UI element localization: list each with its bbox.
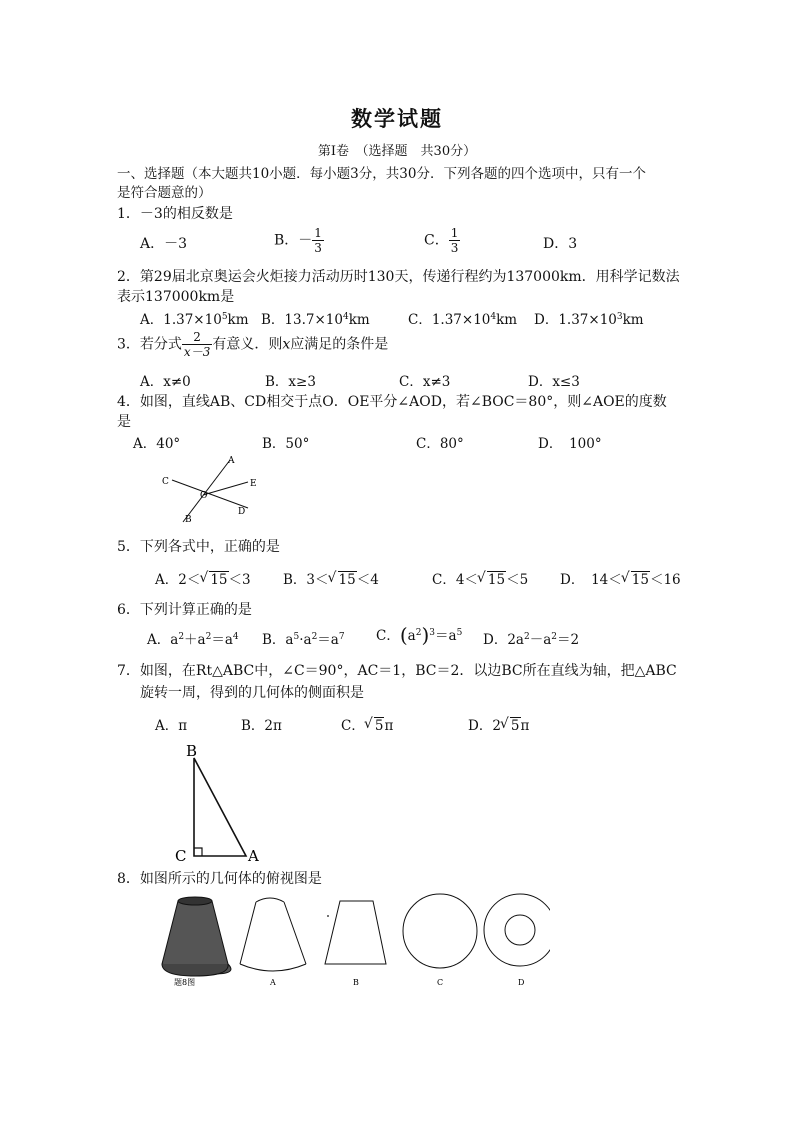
q6-option-d: D．$2a^2-a^2=2$ [483,632,580,648]
q7-option-c: C．√ 5π [341,714,393,734]
q8-label-c: C [437,978,444,987]
q4-label-a: A [228,456,235,466]
q3-option-c: C．x≠3 [399,374,451,390]
q7-label-a: A [248,847,259,864]
q7-label-b: B [186,742,198,760]
q7-figure [172,742,268,864]
q4-line1: 4．如图，直线AB、CD相交于点O．OE平分∠AOD，若∠BOC＝80°，则∠AOE的度数 [117,394,667,410]
q1-stem: 1．－3的相反数是 [117,206,233,222]
q6-option-c: C．$(a^2)^3=a^5$ [376,623,463,647]
q4-label-d: D [238,507,246,517]
q8-label-b: B [353,978,359,987]
q7-option-d: D．2√ 5π [468,714,529,734]
q2-line2: 表示137000km是 [117,289,235,305]
q6-option-b: B．$a^5\cdot a^2=a^7$ [262,632,345,648]
q7-line2: 旋转一周，得到的几何体的侧面积是 [140,685,364,701]
q2-option-a: A．$1.37\times 10^5km$ [140,312,249,328]
section-subtitle: 第Ⅰ卷 （选择题 共30分） [317,144,477,159]
q3-option-b: B．x≥3 [265,374,316,390]
q4-option-a: A．40° [133,436,181,452]
q5-option-c: C．4＜√ 15＜5 [432,568,528,588]
q1-option-c-fraction: $\frac{1}{3}$ [450,226,459,255]
q3-stem: 3．若分式 $\frac{2}{x-3}$ 有意义．则x应满足的条件是 [117,330,389,359]
q2-option-d: D．$1.37\times 10^3km$ [534,312,644,328]
q5-option-b: B．3＜√ 15＜4 [283,568,379,588]
q8-label-d: D [518,978,525,987]
q6-option-a: A．$a^2+a^2=a^4$ [147,632,239,648]
q1-option-b: B．－ $\frac{1}{3}$ [274,226,322,255]
q5-option-a: A．2＜√ 15＜3 [155,568,251,588]
q7-option-a: A．π [155,718,188,734]
q1-option-d: D．3 [543,236,578,252]
q8-caption: 题8图 [174,978,196,987]
q4-label-c: C [162,477,169,487]
q4-label-o: O [200,491,208,501]
q3-fraction: $\frac{2}{x-3}$ [183,330,211,359]
q1-option-b-fraction: $\frac{1}{3}$ [314,226,322,255]
page-title: 数学试题 [351,106,443,131]
q8-figure [150,890,550,990]
q7-option-b: B．2π [241,718,282,734]
q8-stem: 8．如图所示的几何体的俯视图是 [117,871,322,887]
section-intro-line2: 是符合题意的） [117,185,212,201]
q2-option-c: C．$1.37\times 10^4km$ [408,312,518,328]
q8-label-a: A [270,978,276,987]
q3-option-a: A．x≠0 [140,374,191,390]
q1-option-c: C． $\frac{1}{3}$ [424,226,459,255]
q4-label-e: E [250,479,257,489]
q5-option-d: D． 14＜√ 15＜16 [560,568,681,588]
q7-label-c: C [175,847,187,864]
q4-option-d: D． 100° [538,436,602,452]
q4-line2: 是 [117,414,131,430]
q2-line1: 2．第29届北京奥运会火炬接力活动历时130天，传递行程约为137000km．用科学记数法 [117,269,680,285]
q4-option-b: B．50° [262,436,310,452]
q6-stem: 6．下列计算正确的是 [117,602,252,618]
q5-stem: 5．下列各式中，正确的是 [117,539,280,555]
q4-option-c: C．80° [416,436,464,452]
q4-label-b: B [185,515,192,525]
q4-figure [150,450,270,528]
q1-option-a: A．－3 [140,236,188,252]
q7-line1: 7．如图，在Rt△ABC中，∠C＝90°，AC＝1，BC＝2．以边BC所在直线为轴，把△ABC [117,663,677,679]
q3-option-d: D．x≤3 [528,374,580,390]
q2-option-b: B．$13.7\times 10^4km$ [261,312,370,328]
section-intro-line1: 一、选择题（本大题共10小题．每小题3分，共30分．下列各题的四个选项中，只有一个 [117,166,646,182]
